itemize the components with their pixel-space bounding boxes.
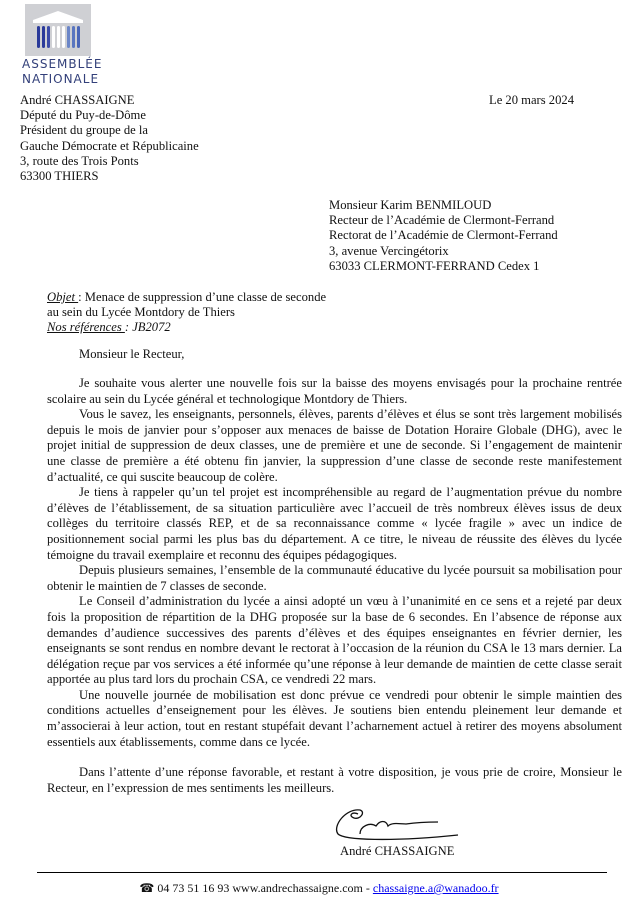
sender-name: André CHASSAIGNE <box>20 93 135 107</box>
recipient-street: 3, avenue Vercingétorix <box>329 243 449 258</box>
paragraph-2: Vous le savez, les enseignants, personnels, élèves, parents d’élèves et élus se sont très largement mobilisés depuis le mois de janvier pour s’opposer aux menaces de baisse de Dotation Horaire Globale (DHG), avec le projet initial de suppression de deux classes, une de première et une de seconde. Si l’engagement de maintenir une classe de première a été obtenu fin janvier, la suppression d’une classe de seconde reste manifestement d’actualité, ce qui suscite beaucoup de colère. <box>47 407 622 484</box>
hemicycle-icon <box>25 4 91 56</box>
object-label: Objet <box>47 290 79 304</box>
recipient-city: 63033 CLERMONT-FERRAND Cedex 1 <box>329 258 540 273</box>
phone-icon: ☎ <box>139 881 155 895</box>
recipient-address <box>329 198 558 274</box>
letter-object <box>47 290 326 336</box>
assemblee-nationale-logo <box>22 4 103 86</box>
logo-text-line1: ASSEMBLÉE <box>22 57 103 71</box>
recipient-org: Rectorat de l’Académie de Clermont-Ferrand <box>329 228 558 243</box>
signer-name: André CHASSAIGNE <box>340 844 455 858</box>
letter-body <box>47 376 622 796</box>
paragraph-4: Depuis plusieurs semaines, l’ensemble de la communauté éducative du lycée poursuit sa mobilisation pour obtenir le maintien de 7 classes de seconde. <box>47 563 622 593</box>
object-text-2: au sein du Lycée Montdory de Thiers <box>47 305 235 320</box>
sender-role-1: Président du groupe de la <box>20 123 149 138</box>
sender-address <box>20 93 199 184</box>
paragraph-1: Je souhaite vous alerter une nouvelle fois sur la baisse des moyens envisagés pour la prochaine rentrée scolaire au sein du Lycée général et technologique Montdory de Thiers. <box>47 376 622 406</box>
reference-label: Nos références <box>47 320 125 335</box>
footer-divider <box>37 872 607 873</box>
closing-paragraph: Dans l’attente d’une réponse favorable, et restant à votre disposition, je vous prie de croire, Monsieur le Recteur, en l’expression de mes sentiments les meilleurs. <box>47 765 622 795</box>
reference-value: : JB2072 <box>124 320 171 335</box>
object-text-1: : Menace de suppression d’une classe de seconde <box>78 290 327 304</box>
paragraph-6: Une nouvelle journée de mobilisation est donc prévue ce vendredi pour obtenir le simple maintien des conditions actuelles d’enseignement pour les élèves. Je soutiens bien entendu pleinement leur demande et m’associerai à leur action, tout en restant stupéfait devant l’acharnement actuel à retirer des moyens absolument essentiels aux établissements, comme dans ce lycée. <box>47 687 622 749</box>
salutation: Monsieur le Recteur, <box>79 347 185 361</box>
handwritten-signature-icon <box>330 808 470 848</box>
logo-text-line2: NATIONALE <box>22 72 100 86</box>
email-link[interactable]: chassaigne.a@wanadoo.fr <box>372 881 499 895</box>
footer-contact <box>0 881 638 896</box>
paragraph-5: Le Conseil d’administration du lycée a ainsi adopté un vœu à l’unanimité en ce sens et a rejeté par deux fois la proposition de répartition de la DHG proposée sur la base de 6 secondes. En l’absence de réponse aux demandes d’audience successives des parents d’élèves et des équipes enseignantes en février dernier, les enseignants se sont rendus en nombre devant le rectorat à l’occasion de la réunion du CSA le 13 mars dernier. La délégation reçue par vos services a été informée qu’une réponse à leur demande de maintien de cette classe serait apportée au plus tard lors du prochain CSA, ce vendredi 22 mars. <box>47 594 622 687</box>
footer-contact-text: 04 73 51 16 93 www.andrechassaigne.com - <box>154 881 373 895</box>
recipient-title: Recteur de l’Académie de Clermont-Ferrand <box>329 213 555 228</box>
sender-title: Député du Puy-de-Dôme <box>20 108 146 123</box>
recipient-name: Monsieur Karim BENMILOUD <box>329 198 492 212</box>
letter-date: Le 20 mars 2024 <box>489 93 574 107</box>
sender-city: 63300 THIERS <box>20 169 99 184</box>
sender-street: 3, route des Trois Ponts <box>20 153 139 168</box>
paragraph-3: Je tiens à rappeler qu’un tel projet est incompréhensible au regard de l’augmentation prévue du nombre d’élèves de l’établissement, de sa situation particulière avec l’accueil de très nombreux élèves issus de deux collèges du territoire classés REP, et de sa reconnaissance comme « lycée fragile » avec un indice de positionnement social parmi les plus bas du département. A ce titre, le niveau de réussite des élèves du lycée témoigne du travail exemplaire et reconnu des équipes pédagogiques. <box>47 485 622 562</box>
sender-role-2: Gauche Démocrate et Républicaine <box>20 138 199 153</box>
